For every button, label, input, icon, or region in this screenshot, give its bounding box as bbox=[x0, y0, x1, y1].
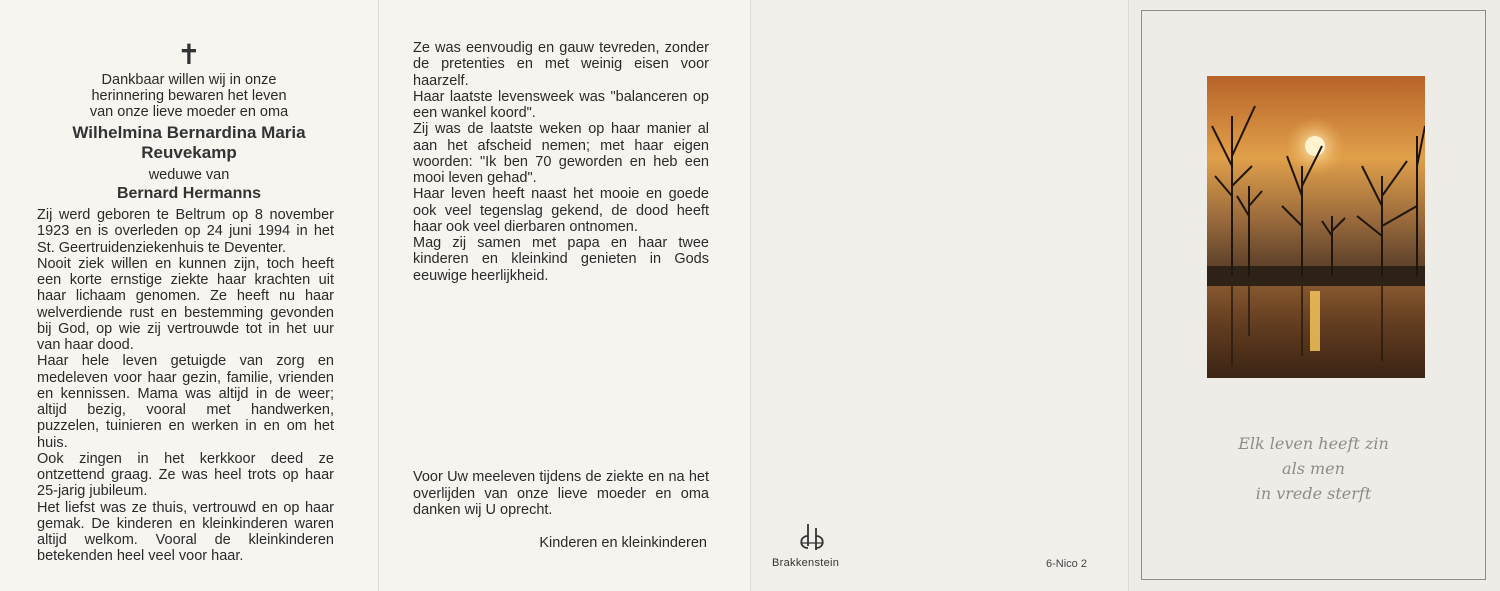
verse-line: als men bbox=[1282, 459, 1345, 478]
bio-paragraph: Ook zingen in het kerkkoor deed ze ontzettend graag. Ze was heel trots op haar 25-jarig jubileum. bbox=[37, 450, 334, 500]
bio-paragraph: Zij was de laatste weken op haar manier al aan het afscheid nemen; met haar eigen woorden: "Ik ben 70 geworden en heb een mooi leven gehad". bbox=[413, 121, 709, 186]
bio-paragraph: Het liefst was ze thuis, vertrouwd en op haar gemak. De kinderen en kleinkinderen waren altijd welkom. Vooral de kleinkinderen betekenden heel veel voor haar. bbox=[37, 499, 334, 565]
bio-paragraph: Zij werd geboren te Beltrum op 8 november 1923 en is overleden op 24 juni 1994 in het St. Geertruidenziekenhuis te Deventer. bbox=[37, 207, 334, 256]
verse-line: in vrede sterft bbox=[1255, 484, 1372, 503]
bio-paragraph: Nooit ziek willen en kunnen zijn, toch heeft een korte ernstige ziekte haar krachten uit haar lichaam genomen. Ze heeft nu haar welverdiende rust en bestemming gevonden bij God, op wie zij vertrouwde tot in het uur van haar dood. bbox=[37, 255, 334, 353]
publisher-logo-icon bbox=[797, 522, 827, 552]
biography-right bbox=[413, 40, 709, 284]
intro-line: van onze lieve moeder en oma bbox=[89, 104, 289, 120]
widow-of-label: weduwe van bbox=[148, 167, 230, 183]
card-code: 6-Nico 2 bbox=[1046, 558, 1087, 570]
bio-paragraph: Haar laatste levensweek was "balanceren op een wankel koord". bbox=[413, 88, 709, 121]
fold-line bbox=[750, 0, 751, 591]
bio-paragraph: Ze was eenvoudig en gauw tevreden, zonder de pretenties en met weinig eisen voor haarzelf. bbox=[413, 40, 709, 89]
bio-paragraph: Mag zij samen met papa en haar twee kinderen en kleinkind genieten in Gods eeuwige heerlijkheid. bbox=[413, 235, 709, 284]
sunset-photo bbox=[1207, 76, 1425, 378]
fold-line bbox=[378, 0, 379, 591]
deceased-name-line: Wilhelmina Bernardina Maria bbox=[72, 123, 306, 142]
deceased-name-line: Reuvekamp bbox=[141, 143, 237, 162]
intro-line: Dankbaar willen wij in onze bbox=[101, 72, 277, 88]
publisher-name: Brakkenstein bbox=[772, 557, 840, 569]
bio-paragraph: Haar leven heeft naast het mooie en goede ook veel tegenslag gekend, de dood heeft haar ook veel dierbaren ontnomen. bbox=[413, 186, 709, 235]
signature: Kinderen en kleinkinderen bbox=[539, 535, 707, 551]
verse-line: Elk leven heeft zin bbox=[1238, 434, 1389, 453]
intro-text bbox=[0, 72, 378, 120]
intro-line: herinnering bewaren het leven bbox=[91, 88, 287, 104]
bio-paragraph: Haar hele leven getuigde van zorg en medeleven voor haar gezin, familie, vrienden en kennissen. Mama was altijd in de weer; altijd bezig, vooral met handwerken, puzzelen, tuinieren en werken in en om het huis. bbox=[37, 353, 334, 451]
panel-middle-right bbox=[750, 0, 1128, 591]
husband-name: Bernard Hermanns bbox=[116, 185, 262, 202]
deceased-name bbox=[0, 123, 378, 163]
cover-verse bbox=[1141, 431, 1486, 506]
cross-icon: ✝ bbox=[177, 38, 201, 71]
thanks-text: Voor Uw meeleven tijdens de ziekte en na het overlijden van onze lieve moeder en oma danken wij U oprecht. bbox=[413, 469, 709, 518]
biography-left bbox=[37, 207, 334, 565]
fold-line bbox=[1128, 0, 1129, 591]
